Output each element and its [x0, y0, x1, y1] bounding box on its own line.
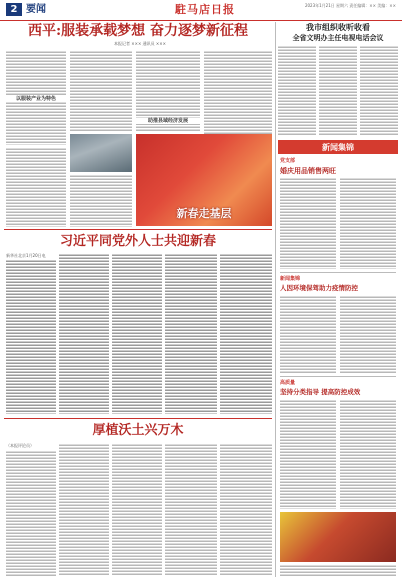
editorial-source: （本报评论员） — [6, 443, 34, 448]
editorial-headline: 厚植沃土兴万木 — [92, 423, 184, 438]
xiping-headline: 西平:服装承载梦想 奋力逐梦新征程 — [27, 23, 249, 39]
editorial-text-col-2 — [59, 443, 109, 576]
news-divider-2 — [280, 376, 396, 377]
news-item-1-title: 婚庆用品销售两旺 — [280, 166, 336, 175]
xiping-text-col-2b — [70, 174, 132, 227]
sidebar-text-col-2 — [319, 45, 357, 135]
xiping-subhead-2: 助推县域经济发展 — [136, 118, 200, 124]
newspaper-logo: 駐马店日报 — [175, 3, 235, 16]
xi-text-col-2 — [59, 253, 109, 414]
sidebar-text-col-3 — [360, 45, 398, 135]
editorial-text-col-3 — [112, 443, 162, 576]
editorial-text-col-5 — [220, 443, 272, 576]
xi-dateline: 新华社北京1月20日电 — [6, 253, 46, 258]
column-separator — [275, 22, 276, 577]
sidebar-subheadline: 全省文明办主任电视电话会议 — [292, 33, 384, 42]
news-item-2-title: 人因环境保驾助力疫情防控 — [280, 284, 358, 292]
xiping-text-col-1b — [6, 147, 66, 227]
editorial-text-col-1 — [6, 450, 56, 576]
news-divider-1 — [280, 272, 396, 273]
news-item-3-text-a — [280, 399, 336, 509]
news-item-1-text-a — [280, 177, 336, 269]
section-name: 要闻 — [26, 4, 46, 15]
news-photo-caption — [280, 564, 396, 576]
news-column-title: 新闻集锦 — [278, 140, 398, 154]
news-item-2-kicker: 新闻集锦 — [280, 276, 301, 282]
xiping-byline: 本报记者 ××× 通讯员 ××× — [114, 41, 166, 46]
sidebar-text-col-1 — [278, 45, 316, 135]
xi-headline: 习近平同党外人士共迎新春 — [59, 234, 216, 249]
sidebar-headline: 我市组织收听收看 — [306, 22, 370, 32]
news-item-2-text-a — [280, 295, 336, 373]
news-item-3-kicker: 高质量 — [280, 380, 296, 386]
masthead-info: 2023年1月21日 星期六 责任编辑：×× 美编：×× — [304, 3, 396, 8]
xiping-inset-photo — [70, 134, 132, 172]
news-item-1-text-b — [340, 177, 396, 269]
xi-text-col-5 — [220, 253, 272, 414]
xi-text-col-3 — [112, 253, 162, 414]
page-number: 2 — [6, 3, 22, 16]
festive-banner-text: 新春走基层 — [176, 207, 232, 220]
news-item-3-text-b — [340, 399, 396, 509]
news-item-2-text-b — [340, 295, 396, 373]
editorial-text-col-4 — [165, 443, 217, 576]
news-item-3-title: 坚持分类指导 提高防控成效 — [280, 388, 361, 396]
xiping-text-col-4 — [204, 50, 272, 146]
xiping-text-col-2 — [70, 50, 132, 132]
section-divider — [4, 229, 272, 230]
xi-text-col-1 — [6, 259, 56, 414]
news-item-1-kicker: 党支部 — [280, 158, 296, 164]
xiping-subhead-1: 以服装产业为特色 — [6, 96, 66, 102]
xi-text-col-4 — [165, 253, 217, 414]
section-divider-2 — [4, 418, 272, 419]
news-item-3-photo — [280, 512, 396, 562]
